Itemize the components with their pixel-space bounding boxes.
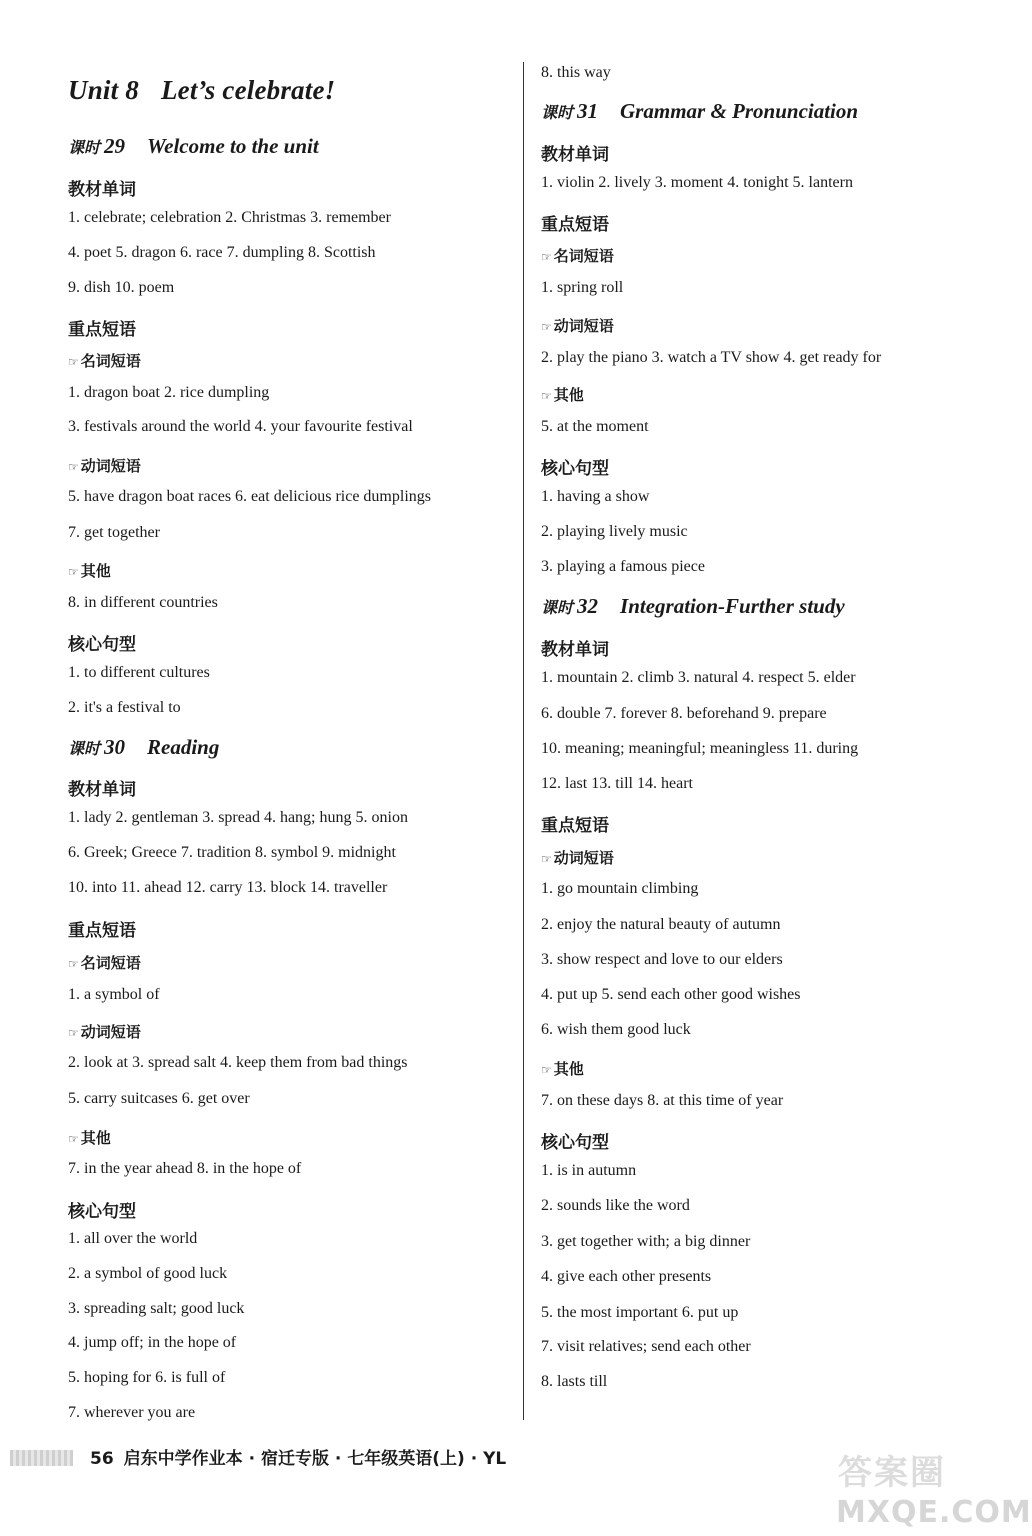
text-line: 1. all over the world bbox=[68, 1230, 198, 1247]
book-title: 启东中学作业本 · 宿迁专版 · 七年级英语(上) · YL bbox=[123, 1449, 507, 1469]
subheading: ☞ 动词短语 bbox=[68, 457, 141, 475]
subheading: ☞ 动词短语 bbox=[541, 317, 614, 335]
text-line: 1. having a show bbox=[541, 488, 650, 505]
footer-text bbox=[90, 1444, 506, 1469]
watermark-site: MXQE.COM bbox=[836, 1495, 1032, 1530]
text-line: 7. in the year ahead 8. in the hope of bbox=[68, 1160, 302, 1177]
text-line: 4. put up 5. send each other good wishes bbox=[541, 986, 801, 1003]
section-heading: 重点短语 bbox=[68, 320, 136, 340]
watermark-logo: 答案圈 bbox=[838, 1453, 946, 1493]
subheading: ☞ 其他 bbox=[541, 386, 584, 404]
text-line: 1. go mountain climbing bbox=[541, 880, 699, 897]
text-line: 5. have dragon boat races 6. eat delicious rice dumplings bbox=[68, 488, 431, 505]
lesson-32-heading: 课时 32 Integration-Further study bbox=[541, 594, 845, 618]
text-line: 1. celebrate; celebration 2. Christmas 3. remember bbox=[68, 209, 391, 226]
text-line: 9. dish 10. poem bbox=[68, 279, 175, 296]
text-line: 1. is in autumn bbox=[541, 1162, 637, 1179]
column-divider bbox=[523, 62, 524, 1420]
text-line: 7. wherever you are bbox=[68, 1404, 196, 1421]
pointing-hand-icon: ☞ bbox=[541, 250, 552, 264]
text-line: 5. at the moment bbox=[541, 418, 649, 435]
section-heading: 重点短语 bbox=[541, 816, 609, 836]
text-line: 5. hoping for 6. is full of bbox=[68, 1369, 226, 1386]
section-heading: 教材单词 bbox=[541, 640, 609, 660]
subheading: ☞ 名词短语 bbox=[541, 247, 614, 265]
subheading: ☞ 名词短语 bbox=[68, 352, 141, 370]
section-heading: 核心句型 bbox=[68, 635, 136, 655]
pointing-hand-icon: ☞ bbox=[541, 389, 552, 403]
text-line: 3. festivals around the world 4. your favourite festival bbox=[68, 418, 413, 435]
text-line: 7. on these days 8. at this time of year bbox=[541, 1092, 784, 1109]
pointing-hand-icon: ☞ bbox=[68, 565, 79, 579]
lesson-30-heading: 课时 30 Reading bbox=[68, 735, 220, 759]
text-line: 2. play the piano 3. watch a TV show 4. get ready for bbox=[541, 349, 882, 366]
footer-decoration bbox=[10, 1450, 73, 1466]
text-line: 1. a symbol of bbox=[68, 986, 160, 1003]
section-heading: 核心句型 bbox=[541, 459, 609, 479]
text-line: 6. Greek; Greece 7. tradition 8. symbol 9. midnight bbox=[68, 844, 396, 861]
pointing-hand-icon: ☞ bbox=[541, 852, 552, 866]
text-line: 2. it's a festival to bbox=[68, 699, 181, 716]
text-line: 6. double 7. forever 8. beforehand 9. prepare bbox=[541, 705, 827, 722]
text-line: 1. spring roll bbox=[541, 279, 624, 296]
page-number: 56 bbox=[90, 1449, 114, 1469]
section-heading: 教材单词 bbox=[68, 780, 136, 800]
text-line: 8. in different countries bbox=[68, 594, 218, 611]
section-heading: 教材单词 bbox=[68, 180, 136, 200]
text-line: 5. the most important 6. put up bbox=[541, 1304, 739, 1321]
text-line: 1. lady 2. gentleman 3. spread 4. hang; hung 5. onion bbox=[68, 809, 408, 826]
subheading: ☞ 其他 bbox=[541, 1060, 584, 1078]
text-line: 2. a symbol of good luck bbox=[68, 1265, 228, 1282]
text-line: 10. meaning; meaningful; meaningless 11. during bbox=[541, 740, 859, 757]
text-line: 2. sounds like the word bbox=[541, 1197, 690, 1214]
subheading: ☞ 名词短语 bbox=[68, 954, 141, 972]
text-line: 7. visit relatives; send each other bbox=[541, 1338, 751, 1355]
text-line: 7. get together bbox=[68, 524, 160, 541]
pointing-hand-icon: ☞ bbox=[68, 1132, 79, 1146]
text-line: 8. this way bbox=[541, 64, 611, 81]
text-line: 1. violin 2. lively 3. moment 4. tonight 5. lantern bbox=[541, 174, 853, 191]
section-heading: 重点短语 bbox=[541, 215, 609, 235]
text-line: 10. into 11. ahead 12. carry 13. block 14. traveller bbox=[68, 879, 388, 896]
subheading: ☞ 动词短语 bbox=[541, 849, 614, 867]
text-line: 3. get together with; a big dinner bbox=[541, 1233, 751, 1250]
section-heading: 核心句型 bbox=[68, 1202, 136, 1222]
pointing-hand-icon: ☞ bbox=[541, 1063, 552, 1077]
pointing-hand-icon: ☞ bbox=[68, 957, 79, 971]
pointing-hand-icon: ☞ bbox=[68, 355, 79, 369]
section-heading: 重点短语 bbox=[68, 921, 136, 941]
subheading: ☞ 动词短语 bbox=[68, 1023, 141, 1041]
text-line: 1. to different cultures bbox=[68, 664, 210, 681]
pointing-hand-icon: ☞ bbox=[541, 320, 552, 334]
subheading: ☞ 其他 bbox=[68, 562, 111, 580]
pointing-hand-icon: ☞ bbox=[68, 1026, 79, 1040]
section-heading: 教材单词 bbox=[541, 145, 609, 165]
text-line: 1. mountain 2. climb 3. natural 4. respect 5. elder bbox=[541, 669, 856, 686]
text-line: 1. dragon boat 2. rice dumpling bbox=[68, 384, 270, 401]
section-heading: 核心句型 bbox=[541, 1133, 609, 1153]
text-line: 2. playing lively music bbox=[541, 523, 688, 540]
text-line: 3. spreading salt; good luck bbox=[68, 1300, 245, 1317]
text-line: 4. poet 5. dragon 6. race 7. dumpling 8. Scottish bbox=[68, 244, 376, 261]
text-line: 4. give each other presents bbox=[541, 1268, 712, 1285]
text-line: 12. last 13. till 14. heart bbox=[541, 775, 693, 792]
subheading: ☞ 其他 bbox=[68, 1129, 111, 1147]
pointing-hand-icon: ☞ bbox=[68, 460, 79, 474]
lesson-29-heading: 课时 29 Welcome to the unit bbox=[68, 134, 319, 158]
unit-title: Unit 8 Let’s celebrate! bbox=[68, 75, 336, 105]
lesson-31-heading: 课时 31 Grammar & Pronunciation bbox=[541, 99, 859, 123]
text-line: 4. jump off; in the hope of bbox=[68, 1334, 237, 1351]
text-line: 2. enjoy the natural beauty of autumn bbox=[541, 916, 781, 933]
text-line: 2. look at 3. spread salt 4. keep them from bad things bbox=[68, 1054, 408, 1071]
text-line: 5. carry suitcases 6. get over bbox=[68, 1090, 250, 1107]
text-line: 6. wish them good luck bbox=[541, 1021, 691, 1038]
text-line: 3. show respect and love to our elders bbox=[541, 951, 783, 968]
text-line: 3. playing a famous piece bbox=[541, 558, 705, 575]
text-line: 8. lasts till bbox=[541, 1373, 608, 1390]
